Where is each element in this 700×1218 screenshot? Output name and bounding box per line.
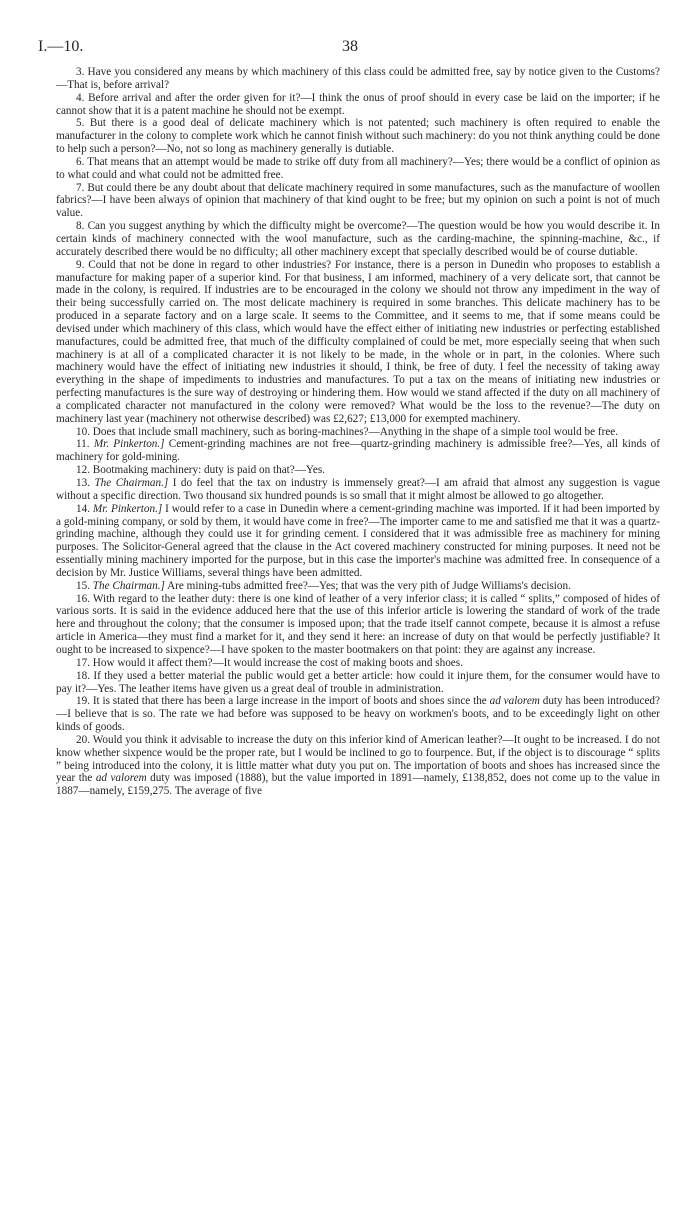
question-5: 5. But there is a good deal of delicate machinery which is not patented; such machinery is often required to enable the manufacturer in the colony to complete work which he cannot finish without such machinery: do you not think anything could be done to help such a person?—No, not so long as machinery generally is dutiable.	[56, 117, 660, 156]
question-19: 19. It is stated that there has been a large increase in the import of boots and shoes since the ad valorem duty has been introduced?—I believe that is so. The rate we had before was supposed to be heavy on workmen's boots, and to be exceedingly light on other kinds of goods.	[56, 695, 660, 734]
question-15: 15. The Chairman.] Are mining-tubs admitted free?—Yes; that was the very pith of Judge Williams's decision.	[76, 579, 571, 592]
page-header	[0, 38, 700, 62]
question-16: 16. With regard to the leather duty: there is one kind of leather of a very inferior class; it is called “ splits,” composed of hides of various sorts. It is said in the evidence adduced here that the use of this inferior article is lowering the standard of work of the trade here and throughout the colony; that the consumer is imposed upon; that the trade itself cannot compete, because it is almost a refuse article in America—they must find a market for it, and they send it here: an increase of duty on that would be perfectly justifiable? It ought to be increased to sixpence?—I have spoken to the master bootmakers on that point: they are against any increase.	[56, 592, 660, 656]
question-9: 9. Could that not be done in regard to other industries? For instance, there is a person in Dunedin who proposes to establish a manufacture for making paper of a superior kind. For that business, I am informed, machinery of a very delicate sort, that cannot be made in the colony, is required. If industries are to be encouraged in the colony we should not throw any impediment in the way of their being successfully carried on. The most delicate machinery is required in some branches. This delicate machinery has to be produced in a separate factory and on a large scale. It seems to the Committee, and it seems to me, that if some means could be devised under which machinery of this class, which would have the effect either of initiating new industries or perfecting established manufactures, could be admitted free, that much of the difficulty complained of could be met, more especially seeing that when such machinery is at all of a complicated character it is not likely to be made, in the whole or in part, in the colonies. Where such machinery would have the effect of initiating new industries it should, I think, be free of duty. I feel the necessity of taking away everything in the shape of impediments to industries and manufactures. To put a tax on the means of initiating new industries or perfecting manufactures is the sure way of destroying or hindering them. How would we stand affected if the duty on all machinery of a complicated character not manufactured in the colony were removed? What would be the loss to the revenue?—The duty on machinery last year (machinery not otherwise described) was £2,627; £13,000 for exempted machinery.	[56, 258, 660, 425]
question-6: 6. That means that an attempt would be made to strike off duty from all machinery?—Yes; there would be a conflict of opinion as to what could and what could not be admitted free.	[56, 155, 660, 181]
question-8: 8. Can you suggest anything by which the difficulty might be overcome?—The question would be how you would describe it. In certain kinds of machinery connected with the wool manufacture, such as the carding-machine, the spinning-machine, &c., if accurately described there would be no difficulty; all other machinery except that specially described would be of course dutiable.	[56, 220, 660, 258]
question-4: 4. Before arrival and after the order given for it?—I think the onus of proof should in every case be laid on the importer; if he cannot show that it is a patent machine he should not be exempt.	[56, 91, 660, 117]
question-3: 3. Have you considered any means by which machinery of this class could be admitted free, say by notice given to the Customs?—That is, before arrival?	[56, 66, 660, 91]
question-10: 10. Does that include small machinery, such as boring-machines?—Anything in the shape of a simple tool would be free.	[76, 425, 619, 438]
italic-term: ad valorem	[95, 772, 147, 785]
page-body	[56, 66, 660, 798]
question-17: 17. How would it affect them?—It would increase the cost of making boots and shoes.	[76, 656, 463, 669]
italic-term: ad valorem	[489, 695, 540, 708]
page-number: 38	[342, 38, 358, 55]
speaker-label: The Chairman.]	[92, 579, 165, 592]
question-20: 20. Would you think it advisable to increase the duty on this inferior kind of American leather?—It ought to be increased. I do not know whether sixpence would be the proper rate, but I would be inclined to go to fourpence. But, if the object is to discourage “ splits ” being introduced into the colony, it is little matter what duty you put on. The importation of boots and shoes has increased since the year the ad valorem duty was imposed (1888), but the value imported in 1891—namely, £138,852, does not come up to the value in 1887—namely, £159,275. The average of five	[56, 733, 660, 798]
question-7: 7. But could there be any doubt about that delicate machinery required in some manufactures, such as the manufacture of woollen fabrics?—I have been always of opinion that machinery of that kind ought to be free; but my opinion on such a point is not of much value.	[56, 181, 660, 220]
question-11: 11. Mr. Pinkerton.] Cement-grinding machines are not free—quartz-grinding machinery is admissible free?—Yes, all kinds of machinery for gold-mining.	[56, 438, 660, 464]
speaker-label: Mr. Pinkerton.]	[92, 502, 163, 515]
speaker-label: The Chairman.]	[94, 477, 169, 489]
speaker-label: Mr. Pinkerton.]	[93, 438, 165, 451]
document-reference: I.—10.	[38, 38, 84, 55]
question-18: 18. If they used a better material the public would get a better article: how could it injure them, for the consumer would have to pay it?—Yes. The leather items have given us a great deal of trouble in administration.	[56, 669, 660, 695]
question-13: 13. The Chairman.] I do feel that the tax on industry is immensely great?—I am afraid that almost any suggestion is vague without a specific direction. Two thousand six hundred pounds is so small that it might almost be allowed to go altogether.	[56, 477, 661, 502]
question-12: 12. Bootmaking machinery: duty is paid on that?—Yes.	[76, 464, 326, 477]
question-14: 14. Mr. Pinkerton.] I would refer to a case in Dunedin where a cement-grinding machine was imported. If it had been imported by a gold-mining company, or sold by them, it would have come in free?—The importer came to me and satisfied me that it was a quartz-grinding machine, although they could use it for grinding cement. I considered that it was admissible free as machinery for mining purposes. The Solicitor-General agreed that the clause in the Act covered machinery constructed for mining purposes. It need not be essentially mining machinery imported for the purpose, but in this case the importer's machine was admitted free. In consequence of a decision by Mr. Justice Williams, several things have been admitted.	[56, 502, 661, 579]
